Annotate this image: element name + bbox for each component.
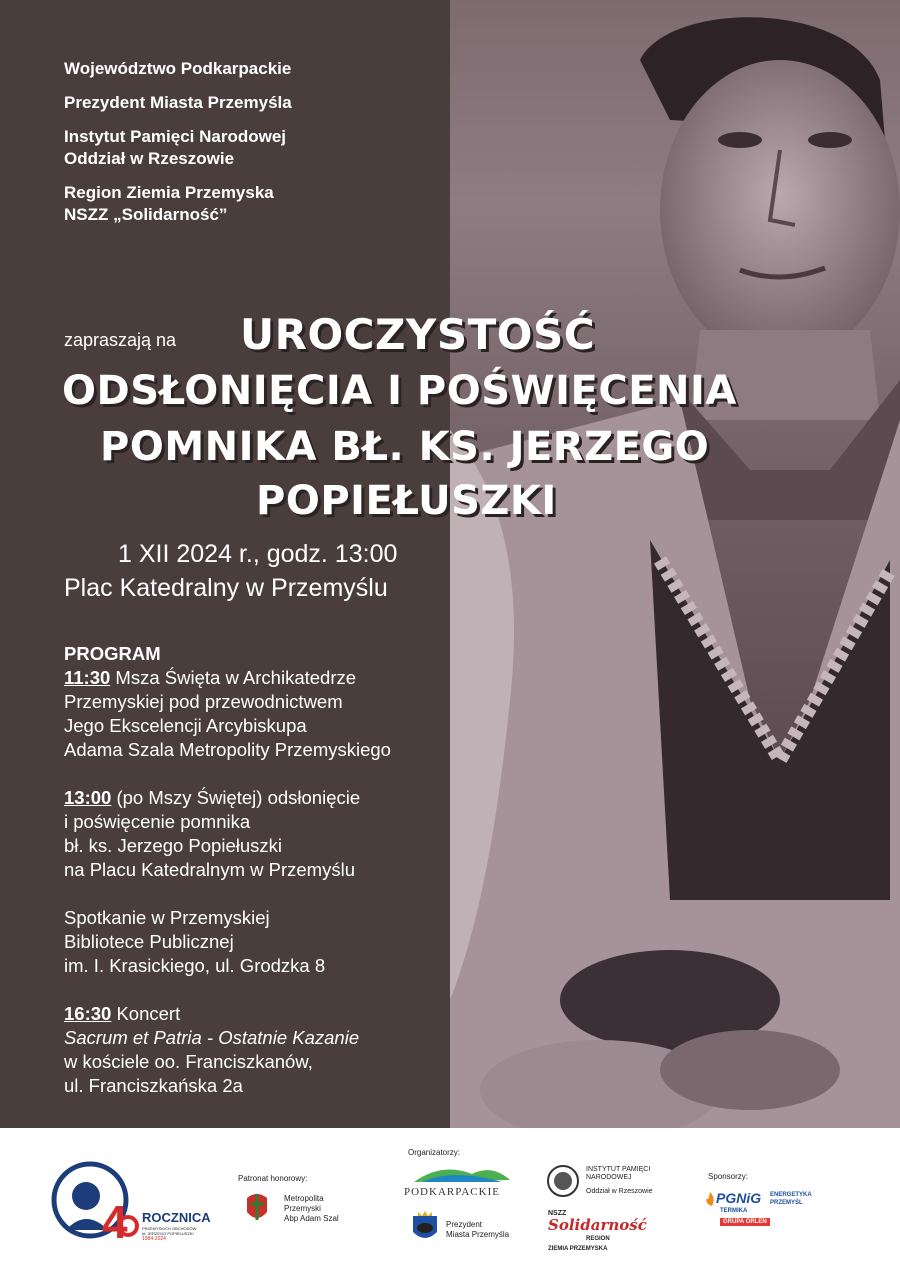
org-ipn-line1: Instytut Pamięci Narodowej [64, 127, 286, 146]
priest-photo [450, 0, 900, 1128]
organizers-label: Organizatorzy: [408, 1148, 461, 1157]
program-text: w kościele oo. Franciszkanów, [64, 1051, 313, 1072]
org-ipn [64, 126, 292, 170]
title-line-1: UROCZYSTOŚĆ [240, 310, 596, 359]
program-text: i poświęcenie pomnika [64, 811, 251, 832]
concert-title: Sacrum et Patria - Ostatnie Kazanie [64, 1027, 360, 1048]
priest-illustration [450, 0, 900, 1128]
svg-text:4: 4 [102, 1196, 128, 1248]
program-time: 13:00 [64, 787, 112, 808]
program-text: Spotkanie w Przemyskiej [64, 907, 270, 928]
grupa-orlen-badge: GRUPA ORLEN [720, 1218, 770, 1226]
anniversary-emblem-icon [50, 1158, 140, 1248]
patron-line3: Abp Adam Szal [284, 1214, 339, 1223]
title-line-2: ODSŁONIĘCIA I POŚWIĘCENIA [62, 368, 737, 414]
program-time: 16:30 [64, 1003, 112, 1024]
title-line-3: POMNIKA BŁ. KS. JERZEGO [100, 424, 710, 470]
anniversary-sub2: bł. JERZEGO POPIEŁUSZKI [142, 1231, 194, 1236]
program-text: Jego Ekscelencji Arcybiskupa [64, 715, 307, 736]
title-line-4: POPIEŁUSZKI [256, 478, 557, 524]
org-ipn-line2: Oddział w Rzeszowie [64, 149, 235, 168]
ziemia-label: ZIEMIA PRZEMYSKA [548, 1246, 608, 1252]
program-text: Przemyskiej pod przewodnictwem [64, 691, 343, 712]
podkarpackie-label: PODKARPACKIE [404, 1186, 500, 1198]
prezydent-line2: Miasta Przemyśla [446, 1230, 510, 1239]
program-item-unveiling [64, 786, 454, 882]
ipn-line3: Oddział w Rzeszowie [586, 1188, 653, 1195]
program-item-concert [64, 1002, 454, 1098]
prezydent-line1: Prezydent [446, 1220, 483, 1229]
program-text: Koncert [111, 1003, 181, 1024]
energetyka-line2: PRZEMYŚL [770, 1200, 803, 1206]
nszz-label: NSZZ [548, 1210, 567, 1217]
program-item-meeting [64, 906, 454, 978]
program-text: im. I. Krasickiego, ul. Grodzka 8 [64, 955, 326, 976]
przemysl-coat-of-arms-icon [410, 1210, 440, 1244]
ipn-line2: NARODOWEJ [586, 1174, 632, 1181]
solidarnosc-logo: Solidarność [548, 1216, 647, 1234]
org-prezydent: Prezydent Miasta Przemyśla [64, 93, 292, 112]
program-text: Adama Szala Metropolity Przemyskiego [64, 739, 391, 760]
ipn-eagle-seal-icon [546, 1164, 580, 1198]
org-wojewodztwo: Województwo Podkarpackie [64, 59, 292, 78]
program-item-mass [64, 666, 454, 762]
org-region-line1: Region Ziemia Przemyska [64, 183, 274, 202]
invite-text: zapraszają na [64, 330, 177, 350]
program-heading: PROGRAM [64, 643, 161, 664]
termika-label: TERMIKA [720, 1208, 748, 1214]
org-region-line2: NSZZ „Solidarność” [64, 205, 228, 224]
pgnig-flame-icon [704, 1192, 716, 1206]
program-text: (po Mszy Świętej) odsłonięcie [111, 787, 361, 808]
program [64, 642, 454, 1122]
program-text: bł. ks. Jerzego Popiełuszki [64, 835, 282, 856]
program-text: na Placu Katedralnym w Przemyślu [64, 859, 355, 880]
anniversary-word: ROCZNICA [142, 1210, 211, 1225]
program-text: Bibliotece Publicznej [64, 931, 234, 952]
program-text: Msza Święta w Archikatedrze [110, 667, 357, 688]
organizers-list [64, 58, 292, 238]
anniversary-years: 1984-2024 [142, 1236, 166, 1242]
archbishop-coat-of-arms-icon [242, 1190, 272, 1226]
event-date: 1 XII 2024 r., godz. 13:00 [118, 540, 398, 568]
patron-line1: Metropolita [284, 1194, 324, 1203]
pgnig-label: PGNiG [716, 1190, 762, 1206]
anniversary-sub1: PRZEMYSKICH OBCHODÓW [142, 1226, 197, 1231]
sponsors-label: Sponsorzy: [708, 1172, 749, 1181]
ipn-line1: INSTYTUT PAMIĘCI [586, 1166, 651, 1173]
program-text: ul. Franciszkańska 2a [64, 1075, 243, 1096]
patron-line2: Przemyski [284, 1204, 321, 1213]
anniversary-logo [50, 1158, 210, 1248]
region-label: REGION [586, 1236, 610, 1242]
org-region [64, 182, 292, 226]
event-place: Plac Katedralny w Przemyślu [64, 574, 388, 602]
energetyka-line1: ENERGETYKA [770, 1192, 812, 1198]
program-time: 11:30 [64, 667, 111, 688]
patronat-label: Patronat honorowy: [238, 1174, 308, 1183]
sponsors-footer [0, 1128, 900, 1273]
podkarpackie-logo-icon [412, 1162, 512, 1184]
